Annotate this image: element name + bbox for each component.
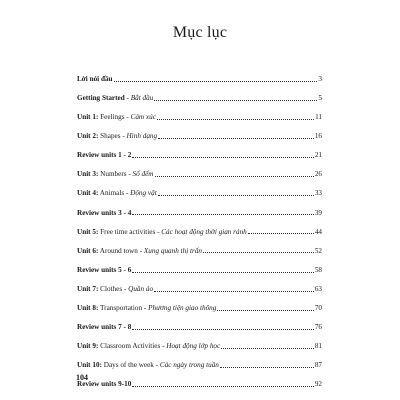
toc-entry	[77, 350, 322, 369]
dot-leader	[220, 367, 314, 368]
toc-entry-main: Unit 7:	[77, 284, 99, 293]
toc-entry	[77, 331, 322, 350]
dot-leader	[157, 119, 314, 120]
toc-entry-page: 44	[314, 227, 322, 236]
toc-entry-page: 11	[315, 113, 322, 122]
toc-entry-vietnamese: Bắt đầu	[130, 93, 154, 102]
toc-entry-label: Unit 7: Clothes - Quần áo	[77, 284, 154, 293]
toc-entry-page: 5	[318, 93, 322, 102]
toc-entry-main: Unit 8:	[77, 304, 99, 313]
toc-entry-label	[77, 381, 131, 388]
toc-entry-label	[77, 267, 131, 274]
toc-entry-vietnamese: Các hoạt động thời gian rảnh	[161, 227, 247, 236]
toc-entry-english: Free time activities	[98, 227, 156, 236]
toc-entry-page: 58	[314, 265, 322, 274]
toc-entry	[77, 102, 322, 121]
dot-leader	[154, 291, 314, 292]
toc-entry-page: 63	[314, 284, 322, 293]
toc-entry-main: Unit 1:	[77, 113, 99, 122]
toc-entry-label: Unit 1: Feelings - Cảm xúc	[77, 113, 156, 122]
toc-entry-english: Animals	[98, 189, 125, 198]
dot-leader	[158, 138, 314, 139]
toc-entry-label	[77, 324, 131, 331]
toc-entry-page: 76	[314, 323, 322, 332]
toc-entry-vietnamese: Hoạt động lớp học	[166, 342, 221, 351]
toc-entry-page: 21	[314, 151, 322, 160]
toc-entry-label: Getting Started - Bắt đầu	[77, 93, 154, 102]
dot-leader	[248, 233, 314, 234]
toc-entry	[77, 293, 322, 312]
toc-entry-english: Transportation	[98, 304, 143, 313]
toc-entry	[77, 236, 322, 255]
toc-entry-main: Review units 7 - 8	[77, 323, 132, 332]
page-title: Mục lục	[172, 24, 228, 41]
toc-entry-main: Unit 3:	[77, 170, 99, 179]
toc-entry	[77, 198, 322, 217]
toc-entry-main: Review units 9-10	[77, 380, 132, 389]
dot-leader	[158, 195, 314, 196]
toc-entry-vietnamese: Xung quanh thị trấn	[143, 246, 203, 255]
toc-entry-label: Unit 9: Classroom Activities - Hoạt động lớp học	[77, 342, 221, 351]
toc-entry	[77, 121, 322, 140]
toc-entry-page: 3	[318, 74, 322, 83]
toc-entry-main: Unit 5:	[77, 227, 99, 236]
toc-entry	[77, 312, 322, 331]
page-number: 104	[76, 373, 88, 382]
toc-entry-label: Unit 10: Days of the week - Các ngày trong tuần	[77, 361, 219, 370]
toc-entry-main: Review units 3 - 4	[77, 208, 132, 217]
toc-entry	[77, 255, 322, 274]
table-of-contents	[77, 64, 322, 389]
toc-entry-english: Numbers	[98, 170, 127, 179]
toc-entry-main: Unit 9:	[77, 342, 99, 351]
toc-entry-vietnamese: Động vật	[130, 189, 157, 198]
toc-entry-label: Unit 4: Animals - Động vật	[77, 189, 157, 198]
toc-entry-main: Lời nói đầu	[77, 74, 113, 83]
toc-entry-vietnamese: Số đếm	[132, 170, 154, 179]
toc-entry-vietnamese: Cảm xúc	[130, 113, 156, 122]
toc-entry-main: Unit 10:	[77, 361, 102, 370]
toc-entry	[77, 83, 322, 102]
toc-entry-vietnamese: Phương tiện giao thông	[148, 304, 217, 313]
toc-entry	[77, 274, 322, 293]
toc-entry-label: Unit 8: Transportation - Phương tiện giao thông	[77, 304, 217, 313]
toc-entry-vietnamese: Quần áo	[128, 284, 154, 293]
dot-leader	[132, 386, 314, 387]
toc-entry	[77, 179, 322, 198]
toc-entry-main: Unit 4:	[77, 189, 99, 198]
dot-leader	[132, 214, 314, 215]
toc-entry	[77, 159, 322, 178]
toc-entry-label	[77, 76, 113, 83]
dot-leader	[155, 176, 314, 177]
toc-entry-page: 33	[314, 189, 322, 198]
toc-entry-page: 39	[314, 208, 322, 217]
toc-entry-english: Feelings	[98, 113, 125, 122]
toc-entry-page: 92	[314, 380, 322, 389]
toc-entry-english: Shapes	[98, 132, 121, 141]
toc-entry-page: 70	[314, 304, 322, 313]
dot-leader	[203, 252, 314, 253]
toc-entry-page: 87	[314, 361, 322, 370]
toc-entry-page: 52	[314, 246, 322, 255]
dot-leader	[154, 100, 317, 101]
toc-entry-page: 81	[314, 342, 322, 351]
dot-leader	[217, 310, 313, 311]
toc-entry-english: Classroom Activities	[98, 342, 161, 351]
toc-entry-label	[77, 210, 131, 217]
toc-entry-main: Unit 6:	[77, 246, 99, 255]
toc-entry-label	[77, 152, 131, 159]
dot-leader	[132, 157, 314, 158]
toc-entry-main: Review units 5 - 6	[77, 265, 132, 274]
dot-leader	[114, 81, 318, 82]
toc-entry-page: 26	[314, 170, 322, 179]
toc-entry	[77, 64, 322, 83]
toc-entry-english: Clothes	[98, 284, 123, 293]
toc-entry-label: Unit 3: Numbers - Số đếm	[77, 170, 154, 179]
toc-entry-english: Around town	[98, 246, 138, 255]
toc-entry-english: Days of the week	[101, 361, 154, 370]
toc-entry-label: Unit 6: Around town - Xung quanh thị trấn	[77, 246, 203, 255]
toc-entry	[77, 217, 322, 236]
dot-leader	[132, 272, 314, 273]
dot-leader	[132, 329, 314, 330]
toc-entry	[77, 140, 322, 159]
toc-entry-main: Review units 1 - 2	[77, 151, 132, 160]
toc-entry-main: Getting Started	[77, 93, 125, 102]
toc-entry-label: Unit 2: Shapes - Hình dạng	[77, 132, 158, 141]
toc-entry-vietnamese: Hình dạng	[126, 132, 158, 141]
toc-entry-label: Unit 5: Free time activities - Các hoạt động thời gian rảnh	[77, 227, 247, 236]
toc-entry	[77, 370, 322, 389]
dot-leader	[221, 348, 314, 349]
toc-entry-main: Unit 2:	[77, 132, 99, 141]
toc-entry-page: 16	[314, 132, 322, 141]
toc-entry-vietnamese: Các ngày trong tuần	[159, 361, 219, 370]
